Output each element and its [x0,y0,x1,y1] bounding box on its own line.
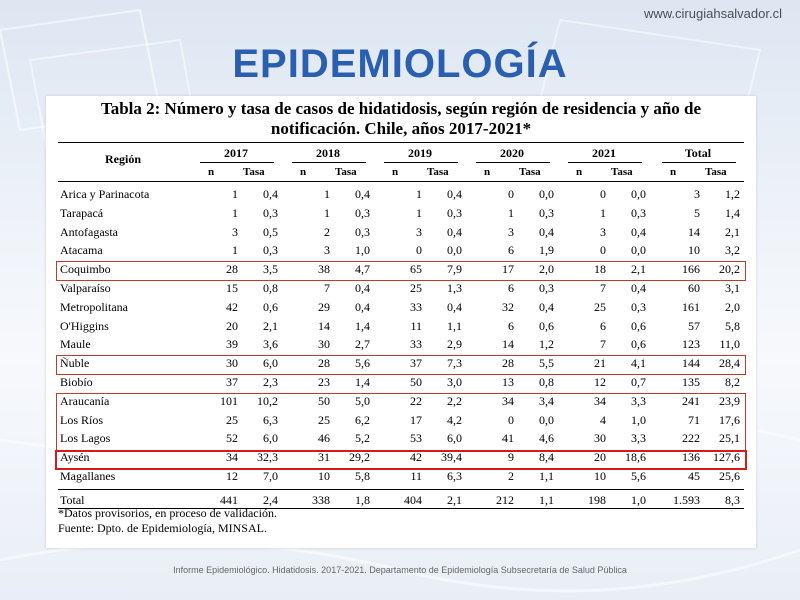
cell-tasa: 32,3 [257,450,278,465]
cell-n: 222 [682,431,700,446]
cell-tasa: 0,4 [539,224,554,239]
year-header-Total: Total [684,146,712,160]
cell-tasa: 0,6 [539,318,554,333]
cell-n: 10 [688,243,700,258]
year-header-2018: 2018 [316,146,340,160]
cell-n: 14 [318,318,330,333]
table-top-rule [58,142,744,143]
region-name: Aysén [60,450,90,465]
cell-n: 404 [404,493,422,507]
cell-n: 3 [324,243,330,258]
cell-tasa: 3,3 [631,431,646,446]
col-header-n: n [208,166,215,178]
cell-tasa: 2,2 [447,393,462,408]
cell-tasa: 7,9 [447,262,462,277]
cell-tasa: 3,6 [263,337,278,352]
cell-n: 3 [600,224,606,239]
cell-n: 46 [318,431,330,446]
cell-tasa: 0,4 [263,187,278,201]
table-row [58,184,744,203]
cell-n: 60 [688,281,700,295]
table-row [58,240,744,259]
cell-tasa: 1,0 [631,412,646,427]
cell-n: 30 [226,356,238,371]
cell-n: 25 [226,412,238,427]
cell-n: 7 [600,337,606,352]
region-header: Región [105,152,141,166]
highlight-araucania-loslagos [56,393,746,451]
cell-tasa: 7,3 [447,356,462,371]
cell-tasa: 6,2 [355,412,370,427]
cell-tasa: 5,6 [355,356,370,371]
cell-n: 3 [416,224,422,239]
cell-n: 12 [226,469,238,483]
cell-n: 39 [226,337,238,352]
cell-n: 37 [410,356,422,371]
cell-n: 338 [312,493,330,507]
table-row [58,222,744,241]
cell-n: 5 [694,205,700,220]
table-document [46,96,756,548]
cell-tasa: 1,0 [631,493,646,507]
cell-n: 12 [594,375,606,389]
cell-tasa: 5,0 [355,393,370,408]
year-underline [476,162,550,163]
col-header-tasa: Tasa [243,166,265,178]
cell-tasa: 8,2 [725,375,740,389]
cell-n: 1 [324,187,330,201]
cell-tasa: 1,2 [725,187,740,201]
cell-n: 21 [594,356,606,371]
cell-tasa: 25,1 [719,431,740,446]
cell-n: 2 [508,469,514,483]
region-name: Arica y Parinacota [60,187,150,201]
cell-tasa: 2,4 [263,493,278,507]
cell-n: 42 [410,450,422,465]
cell-n: 33 [410,337,422,352]
cell-n: 1 [232,187,238,201]
cell-tasa: 127,6 [713,450,740,465]
cell-tasa: 2,7 [355,337,370,352]
cell-tasa: 0,3 [263,243,278,258]
cell-tasa: 1,3 [447,281,462,295]
cell-n: 65 [410,262,422,277]
cell-tasa: 0,4 [447,224,462,239]
cell-n: 29 [318,299,330,314]
cell-tasa: 1,8 [355,493,370,507]
cell-n: 6 [508,281,514,295]
region-name: Magallanes [60,469,116,483]
cell-tasa: 2,1 [447,493,462,507]
cell-tasa: 4,2 [447,412,462,427]
cell-tasa: 0,8 [539,375,554,389]
year-underline [292,162,366,163]
cell-tasa: 0,0 [631,243,646,258]
col-header-n: n [484,166,491,178]
region-name: Biobío [60,375,93,389]
cell-n: 53 [410,431,422,446]
cell-tasa: 3,3 [631,393,646,408]
year-underline [384,162,458,163]
cell-n: 0 [508,412,514,427]
cell-tasa: 5,8 [355,469,370,483]
cell-n: 10 [594,469,606,483]
cell-n: 42 [226,299,238,314]
cell-n: 17 [410,412,422,427]
cell-n: 198 [588,493,606,507]
col-header-n: n [576,166,583,178]
cell-tasa: 29,2 [349,450,370,465]
cell-tasa: 1,4 [355,318,370,333]
cell-n: 3 [232,224,238,239]
table-header-rule [58,181,744,182]
cell-n: 33 [410,299,422,314]
footnote-provisional: *Datos provisorios, en proceso de validación. [58,506,277,520]
cell-tasa: 0,0 [631,187,646,201]
cell-tasa: 3,2 [725,243,740,258]
cell-tasa: 1,9 [539,243,554,258]
col-header-n: n [300,166,307,178]
cell-n: 28 [226,262,238,277]
cell-n: 11 [410,318,422,333]
cell-n: 34 [594,393,606,408]
cell-n: 3 [694,187,700,201]
cell-n: 6 [508,318,514,333]
cell-n: 1 [600,205,606,220]
col-header-n: n [392,166,399,178]
table-row [58,297,744,316]
cell-n: 212 [496,493,514,507]
cell-tasa: 0,8 [263,281,278,295]
cell-n: 241 [682,393,700,408]
cell-tasa: 18,6 [625,450,646,465]
cell-n: 15 [226,281,238,295]
cell-n: 4 [600,412,606,427]
cell-n: 1 [508,205,514,220]
cell-tasa: 0,0 [447,243,462,258]
cell-n: 14 [502,337,514,352]
cell-n: 18 [594,262,606,277]
cell-tasa: 0,4 [355,187,370,201]
cell-tasa: 8,4 [539,450,554,465]
cell-tasa: 3,4 [539,393,554,408]
cell-n: 6 [600,318,606,333]
site-url: www.cirugiahsalvador.cl [643,6,782,21]
cell-tasa: 20,2 [719,262,740,277]
cell-n: 13 [502,375,514,389]
cell-n: 2 [324,224,330,239]
region-name: Maule [60,337,91,352]
cell-n: 34 [226,450,238,465]
cell-tasa: 6,0 [447,431,462,446]
cell-n: 52 [226,431,238,446]
cell-tasa: 3,0 [447,375,462,389]
cell-n: 7 [600,281,606,295]
cell-tasa: 5,8 [725,318,740,333]
cell-tasa: 11,0 [719,337,740,352]
region-name: Araucanía [60,393,110,408]
cell-tasa: 0,4 [447,187,462,201]
cell-tasa: 5,6 [631,469,646,483]
cell-n: 0 [508,187,514,201]
cell-tasa: 2,1 [631,262,646,277]
cell-n: 37 [226,375,238,389]
cell-tasa: 23,9 [719,393,740,408]
cell-n: 6 [508,243,514,258]
year-header-2020: 2020 [500,146,524,160]
cell-tasa: 3,5 [263,262,278,277]
cell-tasa: 10,2 [257,393,278,408]
cell-n: 57 [688,318,700,333]
year-underline [200,162,274,163]
cell-tasa: 2,0 [725,299,740,314]
table-title-line2: notificación. Chile, años 2017-2021* [270,119,532,138]
cell-tasa: 6,0 [263,356,278,371]
cell-n: 135 [682,375,700,389]
cell-tasa: 0,3 [631,299,646,314]
cell-n: 14 [688,224,700,239]
cell-tasa: 2,3 [263,375,278,389]
cell-tasa: 6,0 [263,431,278,446]
cell-n: 441 [220,493,238,507]
cell-tasa: 5,5 [539,356,554,371]
cell-n: 161 [682,299,700,314]
cell-n: 10 [318,469,330,483]
cell-tasa: 0,3 [355,205,370,220]
region-name: Tarapacá [60,205,104,220]
cell-tasa: 8,3 [725,493,740,507]
year-header-2017: 2017 [224,146,248,160]
cell-tasa: 0,3 [263,205,278,220]
cell-tasa: 1,2 [539,337,554,352]
region-name: Metropolitana [60,299,128,314]
cell-n: 7 [324,281,330,295]
cell-tasa: 28,4 [719,356,740,371]
cell-tasa: 0,5 [263,224,278,239]
cell-n: 123 [682,337,700,352]
total-rule [58,489,744,490]
cell-n: 101 [220,393,238,408]
cell-tasa: 0,3 [447,205,462,220]
cell-tasa: 0,0 [539,412,554,427]
cell-tasa: 2,1 [725,224,740,239]
col-header-n: n [670,166,677,178]
cell-tasa: 0,4 [355,299,370,314]
cell-n: 25 [318,412,330,427]
cell-n: 1 [416,205,422,220]
cell-tasa: 1,4 [355,375,370,389]
cell-tasa: 1,1 [447,318,462,333]
cell-n: 3 [508,224,514,239]
cell-n: 32 [502,299,514,314]
year-header-2019: 2019 [408,146,432,160]
cell-tasa: 0,3 [539,281,554,295]
cell-tasa: 2,0 [539,262,554,277]
cell-n: 22 [410,393,422,408]
col-header-tasa: Tasa [427,166,449,178]
cell-tasa: 5,2 [355,431,370,446]
cell-n: 0 [600,243,606,258]
cell-tasa: 4,6 [539,431,554,446]
cell-tasa: 0,3 [539,205,554,220]
year-header-2021: 2021 [592,146,616,160]
cell-n: 11 [410,469,422,483]
col-header-tasa: Tasa [519,166,541,178]
cell-n: 25 [410,281,422,295]
cell-n: 20 [226,318,238,333]
cell-tasa: 6,3 [263,412,278,427]
cell-n: 41 [502,431,514,446]
table-row [58,316,744,335]
cell-tasa: 2,1 [263,318,278,333]
cell-tasa: 0,0 [539,187,554,201]
region-name: O'Higgins [60,318,109,333]
cell-n: 1 [232,243,238,258]
table-title [46,99,756,139]
cell-n: 30 [318,337,330,352]
cell-tasa: 0,3 [355,224,370,239]
cell-tasa: 0,4 [539,299,554,314]
col-header-tasa: Tasa [335,166,357,178]
cell-tasa: 1,1 [539,469,554,483]
cell-tasa: 4,1 [631,356,646,371]
region-name: Los Lagos [60,431,111,446]
cell-n: 9 [508,450,514,465]
cell-n: 45 [688,469,700,483]
slide-caption: Informe Epidemiológico. Hidatidosis. 2017-2021. Departamento de Epidemiología Subsecretaría de Salud Pública [173,565,627,575]
col-header-tasa: Tasa [611,166,633,178]
cell-tasa: 0,4 [631,224,646,239]
cell-tasa: 1,0 [355,243,370,258]
cell-tasa: 17,6 [719,412,740,427]
cell-tasa: 4,7 [355,262,370,277]
cell-n: 17 [502,262,514,277]
cell-n: 1 [416,187,422,201]
cell-n: 31 [318,450,330,465]
region-name: Ñuble [60,356,90,371]
cell-tasa: 0,7 [631,375,646,389]
cell-n: 25 [594,299,606,314]
region-name: Los Ríos [60,412,104,427]
highlight-nuble [56,355,746,375]
region-name: Total [60,493,85,507]
cell-n: 0 [416,243,422,258]
cell-n: 28 [502,356,514,371]
region-name: Valparaíso [60,281,111,295]
cell-tasa: 0,4 [447,299,462,314]
cell-n: 38 [318,262,330,277]
cell-n: 1 [324,205,330,220]
cell-tasa: 0,6 [631,337,646,352]
cell-tasa: 7,0 [263,469,278,483]
footnote-source: Fuente: Dpto. de Epidemiología, MINSAL. [58,521,267,535]
cell-n: 1 [232,205,238,220]
slide-title: EPIDEMIOLOGÍA [232,42,568,86]
cell-tasa: 0,6 [263,299,278,314]
cell-tasa: 3,1 [725,281,740,295]
cell-tasa: 1,1 [539,493,554,507]
cell-tasa: 0,6 [631,318,646,333]
year-underline [568,162,642,163]
region-name: Coquimbo [60,262,111,277]
cell-n: 30 [594,431,606,446]
table-row [58,334,744,353]
cell-tasa: 39,4 [441,450,462,465]
year-underline [662,162,736,163]
highlight-aysen [55,450,747,470]
col-header-tasa: Tasa [705,166,727,178]
cell-tasa: 1,4 [725,205,740,220]
cell-tasa: 2,9 [447,337,462,352]
cell-n: 50 [318,393,330,408]
cell-tasa: 0,4 [355,281,370,295]
cell-n: 136 [682,450,700,465]
highlight-coquimbo [56,261,746,281]
region-name: Atacama [60,243,103,258]
table-title-line1: Tabla 2: Número y tasa de casos de hidatidosis, según región de residencia y año de [100,99,702,118]
cell-n: 0 [600,187,606,201]
table-row [58,203,744,222]
cell-tasa: 6,3 [447,469,462,483]
cell-n: 144 [682,356,700,371]
cell-n: 23 [318,375,330,389]
region-name: Antofagasta [60,224,118,239]
cell-n: 28 [318,356,330,371]
cell-tasa: 0,3 [631,205,646,220]
cell-tasa: 0,4 [631,281,646,295]
cell-n: 50 [410,375,422,389]
cell-n: 20 [594,450,606,465]
cell-tasa: 25,6 [719,469,740,483]
cell-n: 71 [688,412,700,427]
cell-n: 1.593 [673,493,700,507]
cell-n: 166 [682,262,700,277]
cell-n: 34 [502,393,514,408]
